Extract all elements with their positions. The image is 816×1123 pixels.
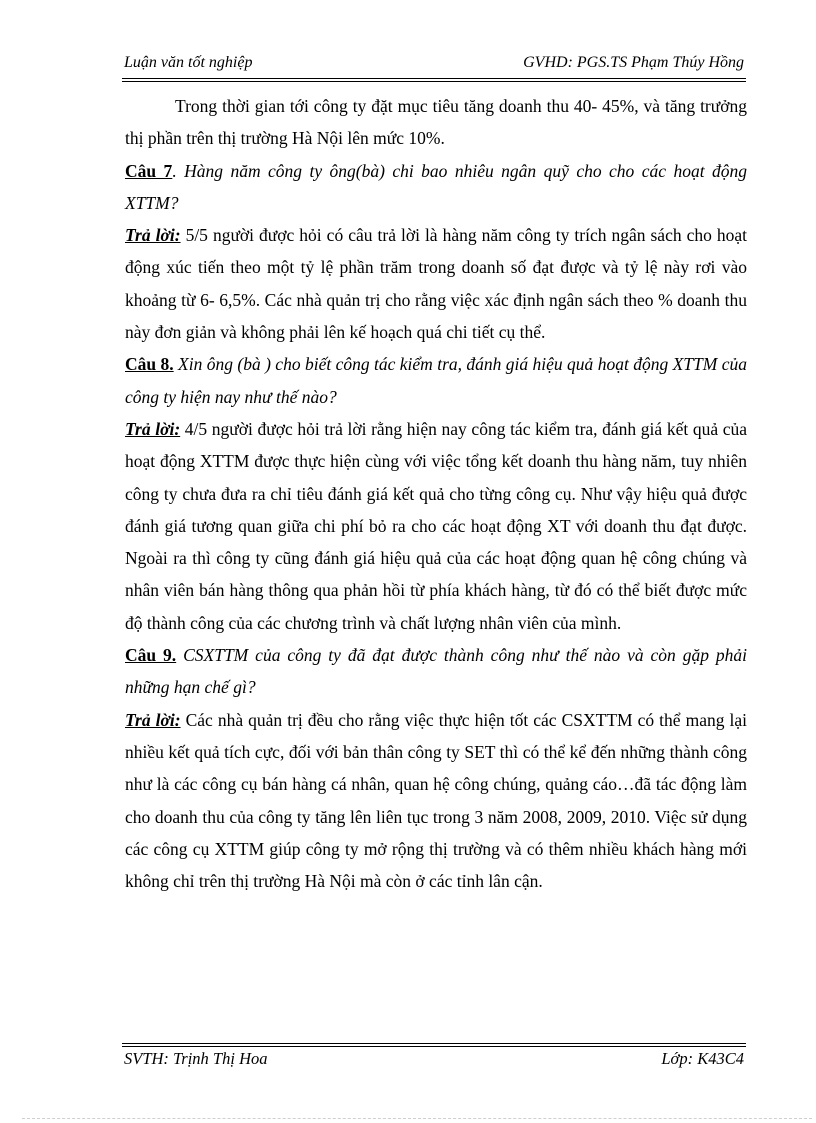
header-divider — [122, 78, 746, 82]
answer-7 — [125, 219, 747, 348]
answer-7-label: Trả lời: — [125, 225, 181, 246]
answer-8 — [125, 413, 747, 639]
question-7 — [125, 155, 747, 220]
header-supervisor: GVHD: PGS.TS Phạm Thúy Hồng — [523, 54, 744, 71]
question-7-text: . Hàng năm công ty ông(bà) chi bao nhiêu ngân quỹ cho cho các hoạt động XTTM? — [125, 160, 747, 213]
answer-9 — [125, 704, 747, 898]
page-header — [122, 52, 744, 78]
answer-7-text: 5/5 người được hỏi có câu trả lời là hàng năm công ty trích ngân sách cho hoạt động xúc tiến theo một tỷ lệ phần trăm trong doanh số đạt được và tỷ lệ này rơi vào khoảng từ 6- 6,5%. Các nhà quản trị cho rằng việc xác định ngân sách theo % doanh thu này đơn giản và không phải lên kế hoạch quá chi tiết cụ thể. — [125, 225, 747, 343]
footer-student: SVTH: Trịnh Thị Hoa — [124, 1049, 268, 1068]
question-9-label: Câu 9. — [125, 645, 177, 666]
page-bottom-edge — [22, 1118, 812, 1119]
question-9-text: CSXTTM của công ty đã đạt được thành công như thế nào và còn gặp phải những hạn chế gì? — [125, 645, 747, 698]
question-9 — [125, 639, 747, 704]
footer-class: Lớp: K43C4 — [661, 1049, 744, 1068]
question-7-label: Câu 7 — [125, 160, 173, 181]
header-thesis-title: Luận văn tốt nghiệp — [124, 54, 253, 71]
intro-paragraph: Trong thời gian tới công ty đặt mục tiêu tăng doanh thu 40- 45%, và tăng trưởng thị phần trên thị trường Hà Nội lên mức 10%. — [125, 96, 747, 149]
question-8-label: Câu 8. — [125, 354, 174, 375]
answer-8-label: Trả lời: — [125, 418, 181, 439]
answer-9-text: Các nhà quản trị đều cho rằng việc thực hiện tốt các CSXTTM có thể mang lại nhiều kết quả tích cực, đối với bản thân công ty SET thì có thể kể đến những thành công như là các công cụ bán hàng cá nhân, quan hệ công chúng, quảng cáo…đã tác động làm cho doanh thu của công ty tăng lên liên tục trong 3 năm 2008, 2009, 2010. Việc sử dụng các công cụ XTTM giúp công ty mở rộng thị trường và có thêm nhiều khách hàng mới không chỉ trên thị trường Hà Nội mà còn ở các tỉnh lân cận. — [125, 709, 747, 892]
document-body — [125, 90, 747, 897]
page-footer — [122, 1047, 744, 1071]
answer-9-label: Trả lời: — [125, 709, 181, 730]
question-8-text: Xin ông (bà ) cho biết công tác kiểm tra, đánh giá hiệu quả hoạt động XTTM của công ty hiện nay như thế nào? — [125, 354, 747, 407]
answer-8-text: 4/5 người được hỏi trả lời rằng hiện nay công tác kiểm tra, đánh giá kết quả của hoạt động XTTM được thực hiện cùng với việc tổng kết doanh thu hàng năm, tuy nhiên công ty chưa đưa ra chỉ tiêu đánh giá kết quả cho từng công cụ. Như vậy hiệu quả được đánh giá tương quan giữa chi phí bỏ ra cho các hoạt động XT với doanh thu đạt được. Ngoài ra thì công ty cũng đánh giá hiệu quả của các hoạt động quan hệ công chúng và nhân viên bán hàng thông qua phản hồi từ phía khách hàng, từ đó có thể biết được mức độ thành công của các chương trình và chất lượng nhân viên của mình. — [125, 418, 747, 633]
question-8 — [125, 348, 747, 413]
